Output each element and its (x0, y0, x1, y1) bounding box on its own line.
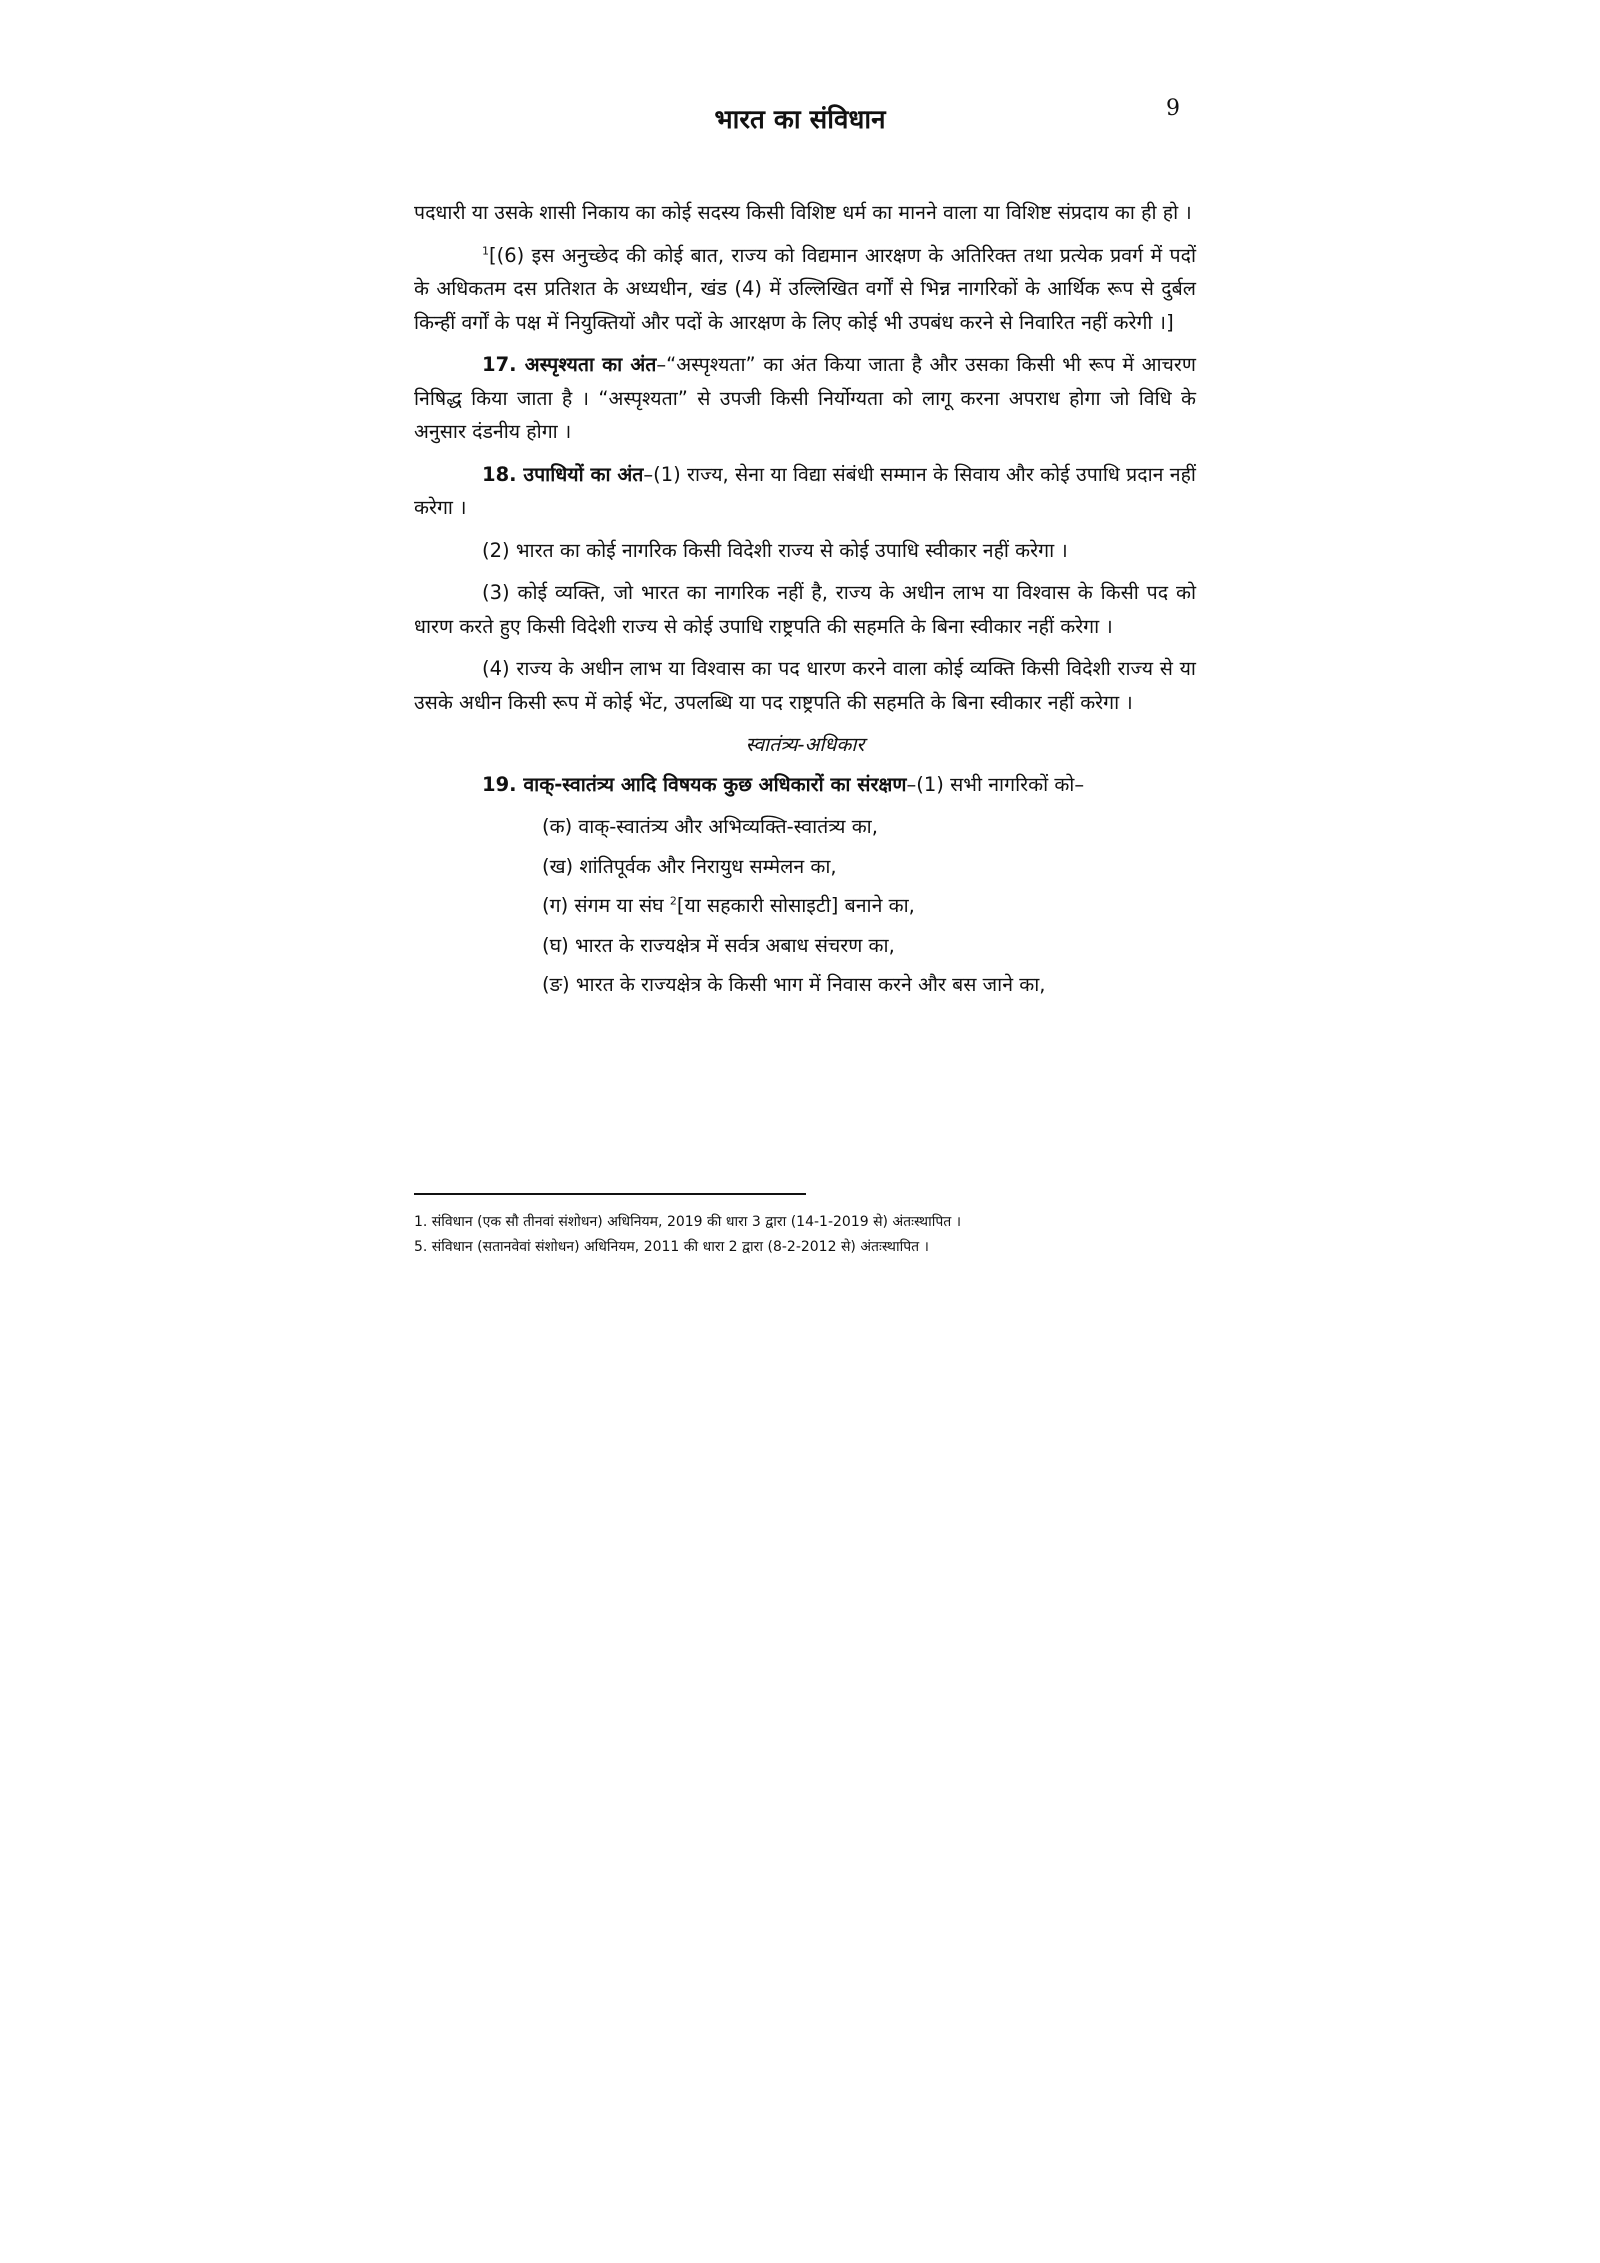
footnote-marker: 1 (482, 244, 489, 257)
article-19-text: –(1) सभी नागरिकों को– (906, 772, 1085, 796)
article-17-heading: 17. अस्पृश्यता का अंत (482, 353, 657, 376)
clause-a: (क) वाक्-स्वातंत्र्य और अभिव्यक्ति-स्वातंत्र्य का, (542, 815, 878, 838)
footnote: 1. संविधान (एक सौ तीनवां संशोधन) अधिनियम, 2019 की धारा 3 द्वारा (14-1-2019 से) अंतःस्थापित । (414, 1214, 962, 1230)
clause-c-text-end: [या सहकारी सोसाइटी] बनाने का, (676, 894, 915, 917)
footnote-divider (414, 1193, 806, 1195)
article-18 (414, 458, 1196, 525)
page-title: भारत का संविधान (714, 105, 886, 135)
article-18-clause-2: (2) भारत का कोई नागरिक किसी विदेशी राज्य से कोई उपाधि स्वीकार नहीं करेगा । (482, 538, 1068, 562)
footnote-marker: 2 (669, 894, 677, 908)
clause-c (542, 889, 1196, 923)
article-17 (414, 348, 1196, 449)
section-heading: स्वातंत्र्य-अधिकार (745, 733, 865, 756)
article-19-heading: 19. वाक्-स्वातंत्र्य आदि विषयक कुछ अधिकारों का संरक्षण (482, 772, 907, 796)
footnotes (414, 1210, 1314, 1260)
clause-b: (ख) शांतिपूर्वक और निरायुध सम्मेलन का, (542, 854, 837, 878)
article-18-clause-4: (4) राज्य के अधीन लाभ या विश्वास का पद धारण करने वाला कोई व्यक्ति किसी विदेशी राज्य से या उसके अधीन किसी रूप में कोई भेंट, उपलब्धि या पद राष्ट्रपति की सहमति के बिना स्वीकार नहीं करेगा । (414, 657, 1196, 714)
clause-c-text: (ग) संगम या संघ (542, 894, 670, 917)
footnote: 5. संविधान (सतानवेवां संशोधन) अधिनियम, 2011 की धारा 2 द्वारा (8-2-2012 से) अंतःस्थापित । (414, 1239, 929, 1255)
article-18-clause-3: (3) कोई व्यक्ति, जो भारत का नागरिक नहीं है, राज्य के अधीन लाभ या विश्वास के किसी पद को धारण करते हुए किसी विदेशी राज्य से कोई उपाधि राष्ट्रपति की सहमति के बिना स्वीकार नहीं करेगा । (414, 581, 1196, 638)
article-18-text: –(1) राज्य, सेना या विद्या संबंधी सम्मान के सिवाय और कोई उपाधि प्रदान नहीं करेगा । (414, 462, 1196, 519)
article-18-heading: 18. उपाधियों का अंत (482, 462, 644, 486)
document-body (414, 196, 1196, 1008)
article-19 (414, 768, 1196, 802)
clause-6-paragraph (414, 239, 1196, 340)
clause-d: (घ) भारत के राज्यक्षेत्र में सर्वत्र अबाध संचरण का, (542, 933, 895, 957)
page-number: 9 (1166, 96, 1180, 121)
clause-6-text: [(6) इस अनुच्छेद की कोई बात, राज्य को विद्यमान आरक्षण के अतिरिक्त तथा प्रत्येक प्रवर्ग में पदों के अधिकतम दस प्रतिशत के अध्यधीन, खंड (4) में उल्लिखित वर्गों से भिन्न नागरिकों के आर्थिक रूप से दुर्बल किन्हीं वर्गों के पक्ष में नियुक्तियों और पदों के आरक्षण के लिए कोई भी उपबंध करने से निवारित नहीं करेगी ।] (414, 243, 1196, 334)
clause-e: (ङ) भारत के राज्यक्षेत्र के किसी भाग में निवास करने और बस जाने का, (542, 973, 1046, 996)
paragraph-continuation: पदधारी या उसके शासी निकाय का कोई सदस्य किसी विशिष्ट धर्म का मानने वाला या विशिष्ट संप्रदाय का ही हो । (414, 201, 1192, 224)
article-17-text: –“अस्पृश्यता” का अंत किया जाता है और उसका किसी भी रूप में आचरण निषिद्ध किया जाता है । “अस्पृश्यता” से उपजी किसी निर्योग्यता को लागू करना अपराध होगा जो विधि के अनुसार दंडनीय होगा । (414, 353, 1196, 443)
